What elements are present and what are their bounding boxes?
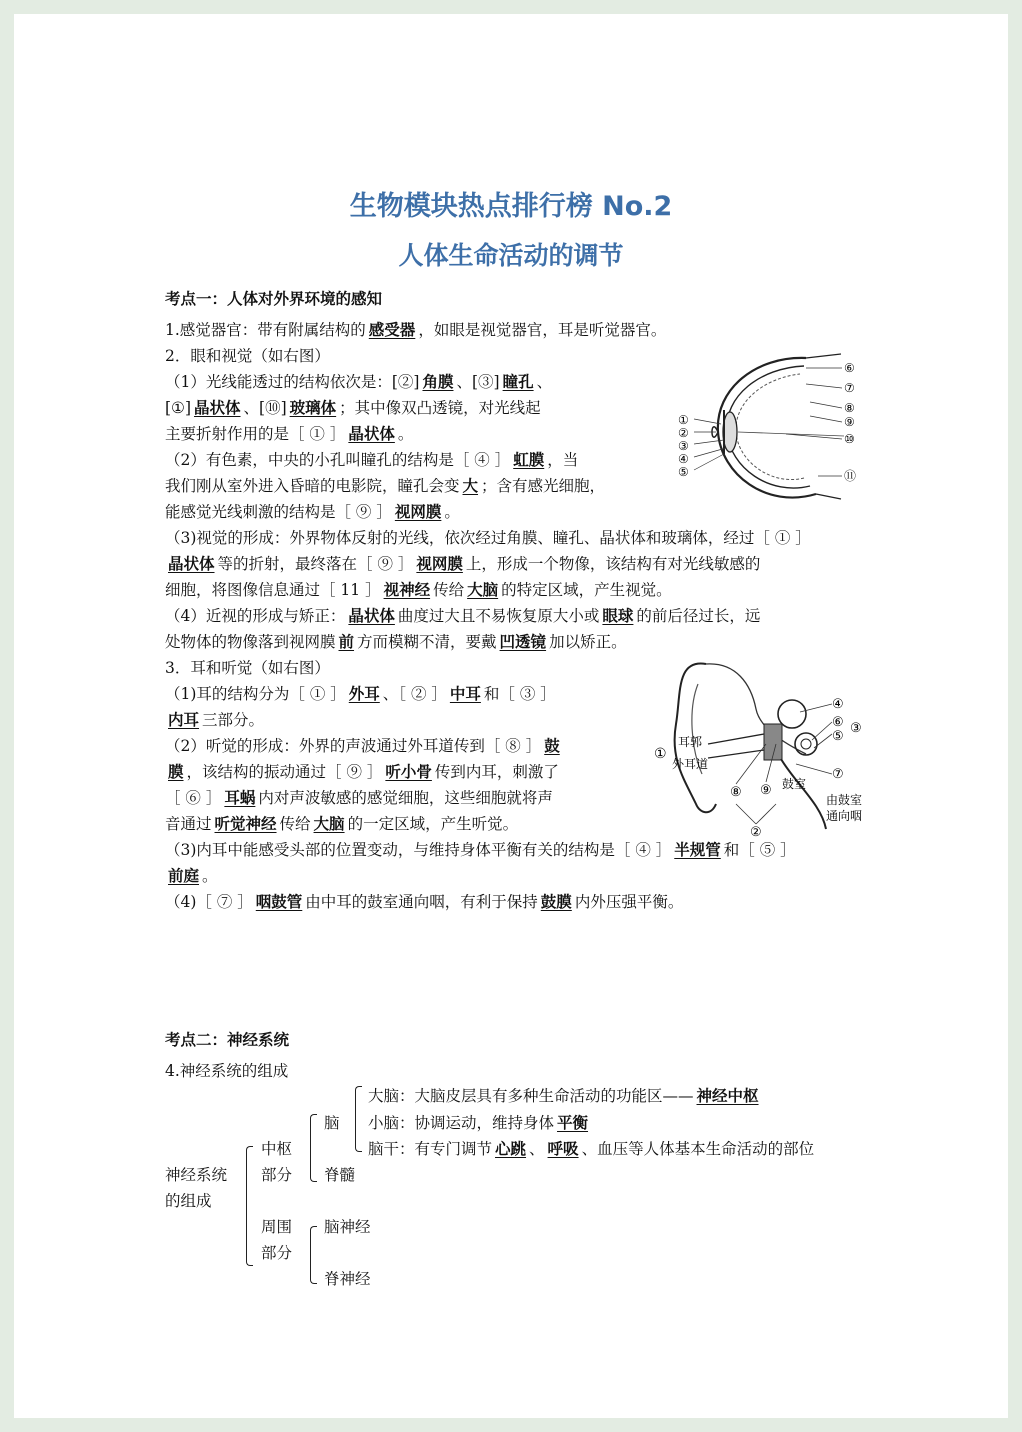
tree-cranial-nerves: 脑神经: [324, 1218, 371, 1236]
document-page: [14, 14, 1008, 1418]
brace: [310, 1226, 317, 1284]
text-line: 前庭 。: [168, 867, 218, 885]
ear-label: ⑧: [730, 785, 742, 800]
tree-cerebellum: 小脑：协调运动，维持身体 平衡: [368, 1114, 589, 1132]
text-line: （4)［ ⑦ ］ 咽鼓管 由中耳的鼓室通向咽，有利于保持 鼓膜 内外压强平衡。: [165, 893, 684, 911]
text-line: 音通过 听觉神经 传给 大脑 的一定区域，产生听觉。: [165, 815, 519, 833]
tree-root: 神经系统 的组成: [165, 1166, 228, 1210]
tree-peripheral: 周围 部分: [261, 1218, 293, 1262]
text-line: （3)视觉的形成：外界物体反射的光线，依次经过角膜、瞳孔、晶状体和玻璃体，经过［ ① ］: [165, 529, 811, 547]
tree-spinal-cord: 脊髓: [324, 1166, 356, 1184]
text-line: 2．眼和视觉（如右图）: [165, 347, 330, 365]
eye-label: ②: [678, 426, 689, 440]
ear-label: ⑨: [760, 783, 772, 798]
ear-label: 鼓室: [782, 777, 807, 791]
tree-spinal-nerves: 脊神经: [324, 1270, 371, 1288]
ear-label: 由鼓室: [826, 793, 863, 807]
ear-label: ③: [850, 721, 862, 736]
ear-label: ①: [654, 746, 667, 762]
section2-heading: 考点二：神经系统: [165, 1031, 290, 1049]
ear-label: ⑤: [832, 729, 844, 744]
eye-label: ⑤: [678, 465, 689, 479]
text-line: ［ ⑥ ］ 耳蜗 内对声波敏感的感觉细胞，这些细胞就将声: [165, 789, 553, 807]
text-line: 3．耳和听觉（如右图）: [165, 659, 330, 677]
eye-label: ④: [678, 452, 689, 466]
text-line: 细胞，将图像信息通过［ 11 ］ 视神经 传给 大脑 的特定区域，产生视觉。: [165, 581, 672, 599]
ear-label: 耳郭: [678, 735, 703, 749]
ear-label: ⑥: [832, 715, 844, 730]
section1-heading: 考点一：人体对外界环境的感知: [165, 290, 383, 308]
text-line: 处物体的物像落到视网膜 前 方而模糊不清，要戴 凹透镜 加以矫正。: [165, 633, 627, 651]
text-line: （1）光线能透过的结构依次是：[②] 角膜 、[③] 瞳孔 、: [165, 373, 553, 391]
tree-brain: 脑: [324, 1114, 340, 1132]
text-line: （1)耳的结构分为［ ① ］ 外耳 、［ ② ］ 中耳 和［ ③ ］: [165, 685, 556, 703]
eye-label: ⑥: [844, 361, 855, 375]
tree-cerebrum: 大脑：大脑皮层具有多种生命活动的功能区—— 神经中枢: [368, 1087, 759, 1105]
text-line: 晶状体 等的折射，最终落在［ ⑨ ］ 视网膜 上，形成一个物像，该结构有对光线敏感的: [168, 555, 761, 573]
ear-label: ④: [832, 697, 844, 712]
ear-label: ②: [750, 825, 762, 840]
text-line: （2）有色素，中央的小孔叫瞳孔的结构是［ ④ ］ 虹膜 ，当: [165, 451, 579, 469]
text-line: （4）近视的形成与矫正： 晶状体 曲度过大且不易恢复原大小或 眼球 的前后径过长，远: [165, 607, 761, 625]
text-line: 内耳 三部分。: [168, 711, 265, 729]
text-line: 膜 ，该结构的振动通过［ ⑨ ］ 听小骨 传到内耳，刺激了: [168, 763, 559, 781]
eye-label: ⑨: [844, 415, 855, 429]
ear-label: 通向咽: [826, 809, 863, 823]
eye-label: ③: [678, 439, 689, 453]
page-title: 生物模块热点排行榜 No.2: [349, 191, 673, 222]
text-line: 主要折射作用的是［ ① ］ 晶状体 。: [165, 425, 414, 443]
eye-label: ⑧: [844, 401, 855, 415]
eye-label: ①: [678, 413, 689, 427]
eye-label: ⑩: [844, 432, 855, 446]
brace: [310, 1114, 317, 1182]
ear-diagram: [636, 654, 868, 842]
ear-label: 外耳道: [672, 757, 709, 771]
eye-label: ⑦: [844, 381, 855, 395]
tree-central: 中枢 部分: [261, 1140, 293, 1184]
text-line: 能感觉光线刺激的结构是［ ⑨ ］ 视网膜 。: [165, 503, 460, 521]
brace: [246, 1146, 253, 1266]
text-line: （3)内耳中能感受头部的位置变动，与维持身体平衡有关的结构是［ ④ ］ 半规管 和［ ⑤ ］: [165, 841, 796, 859]
page-subtitle: 人体生命活动的调节: [398, 241, 624, 270]
text-line: 4.神经系统的组成: [165, 1062, 289, 1080]
text-line: （2）听觉的形成：外界的声波通过外耳道传到［ ⑧ ］ 鼓: [165, 737, 560, 755]
eye-label: ⑪: [844, 469, 857, 483]
text-line: [①] 晶状体 、[⑩] 玻璃体 ；其中像双凸透镜，对光线起: [165, 399, 541, 417]
eye-diagram: [666, 344, 866, 504]
text-line: 1.感觉器官：带有附属结构的 感受器 ，如眼是视觉器官，耳是听觉器官。: [165, 321, 667, 339]
text-line: 我们刚从室外进入昏暗的电影院，瞳孔会变 大 ；含有感光细胞，: [165, 477, 606, 495]
tree-brainstem: 脑干：有专门调节 心跳 、 呼吸 、血压等人体基本生命活动的部位: [368, 1140, 815, 1158]
brace: [355, 1086, 362, 1152]
ear-label: ⑦: [832, 767, 844, 782]
